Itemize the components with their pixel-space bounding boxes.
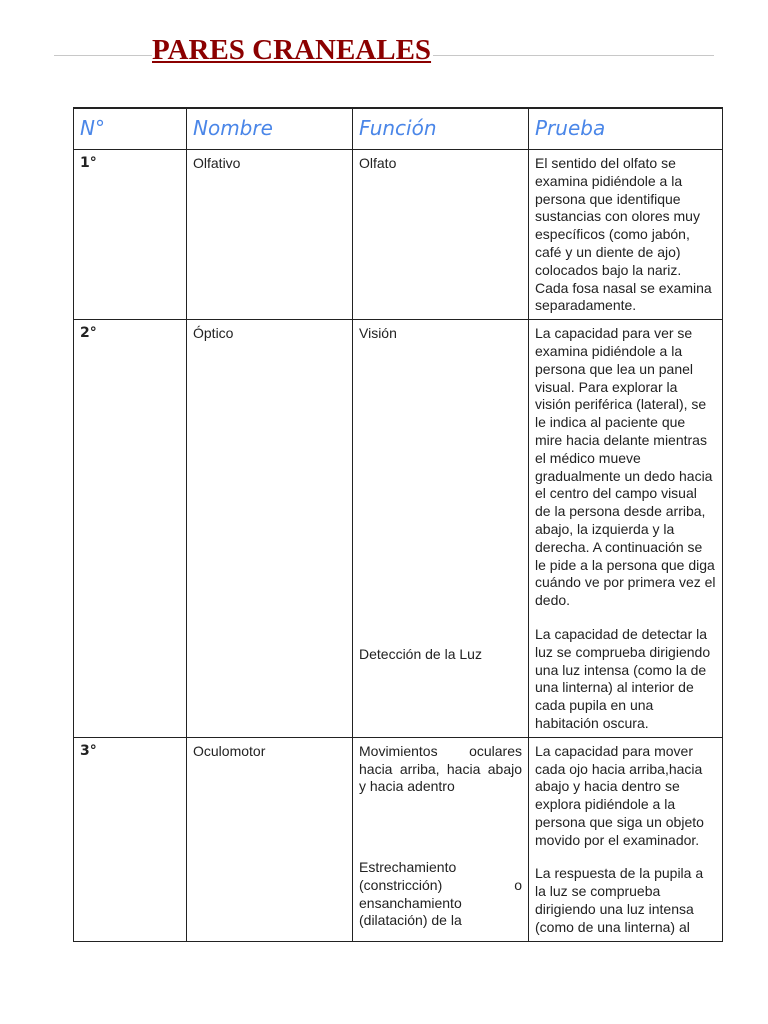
nerve-test: La capacidad para ver se examina pidiéndole a la persona que lea un panel visual. Para explorar la visión periférica (lateral), se le indica al paciente que mire hacia delante mientras el médico mueve gradualmente un dedo hacia el centro del campo visual de la persona desde arriba, abajo, la izquierda y la derecha. A continuación se le pide a la persona que diga cuándo ve por primera vez el dedo. xyxy=(535,325,716,609)
table-header-row xyxy=(74,108,723,150)
nerve-function: Detección de la Luz xyxy=(359,645,482,662)
nerve-test: La respuesta de la pupila a la luz se comprueba dirigiendo una luz intensa (como de una linterna) al xyxy=(535,865,704,935)
nerve-test-cell xyxy=(529,150,723,320)
cranial-nerves-table xyxy=(73,107,723,942)
table-row xyxy=(74,150,723,320)
column-header-name: Nombre xyxy=(187,108,353,150)
nerve-number: 2° xyxy=(74,320,187,738)
nerve-number: 1° xyxy=(74,150,187,320)
column-header-number: N° xyxy=(74,108,187,150)
nerve-test: La capacidad para mover cada ojo hacia arriba,hacia abajo y hacia dentro se explora pidiéndole a la persona que siga un objeto movido por el examinador. xyxy=(535,742,704,848)
nerve-function-cell xyxy=(353,320,529,738)
nerve-function: Olfato xyxy=(359,155,397,171)
nerve-test-cell xyxy=(529,737,723,941)
table-row xyxy=(74,737,723,941)
nerve-function: Estrechamiento (constricción) o ensanchamiento (dilatación) de la xyxy=(359,859,522,929)
nerve-name: Olfativo xyxy=(187,150,353,320)
nerve-function: Visión xyxy=(359,325,397,342)
page-title: PARES CRANEALES xyxy=(152,34,432,66)
nerve-test: La capacidad de detectar la luz se comprueba dirigiendo una luz intensa (como la de una linterna) al interior de cada pupila en una habitación oscura. xyxy=(535,625,711,731)
nerve-name: Óptico xyxy=(187,320,353,738)
table-row xyxy=(74,320,723,738)
nerve-name: Oculomotor xyxy=(187,737,353,941)
nerve-function-cell xyxy=(353,737,529,941)
nerve-test-cell xyxy=(529,320,723,738)
column-header-test: Prueba xyxy=(529,108,723,150)
nerve-function-cell xyxy=(353,150,529,320)
nerve-function: Movimientos oculares hacia arriba, hacia abajo y hacia adentro xyxy=(359,742,522,795)
nerve-test: El sentido del olfato se examina pidiéndole a la persona que identifique sustancias con olores muy específicos (como jabón, café y un diente de ajo) colocados bajo la nariz. Cada fosa nasal se examina separadamente. xyxy=(535,155,712,314)
nerve-number: 3° xyxy=(74,737,187,941)
column-header-function: Función xyxy=(353,108,529,150)
